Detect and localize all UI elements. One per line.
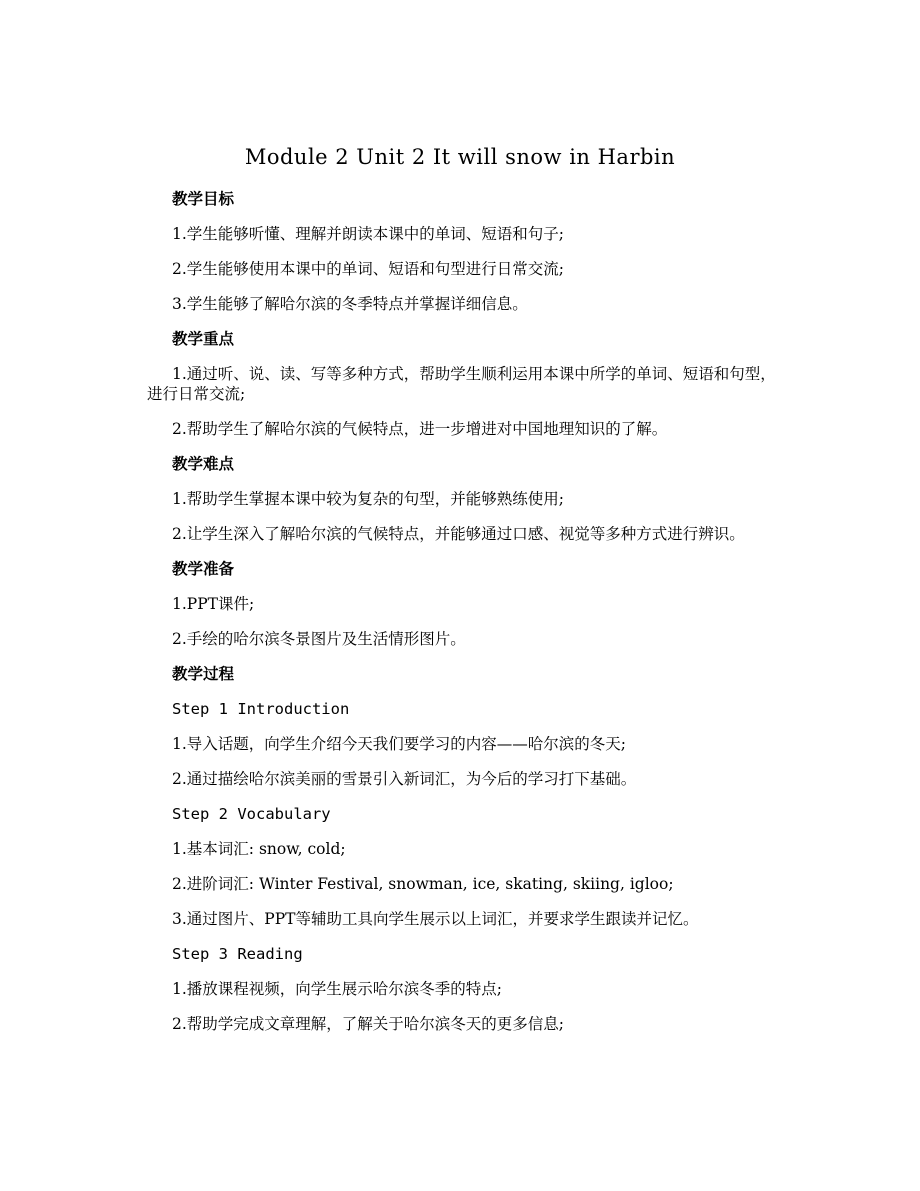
page-title: Module 2 Unit 2 It will snow in Harbin	[244, 145, 676, 169]
objective-item: 3.学生能够了解哈尔滨的冬季特点并掌握详细信息。	[172, 295, 528, 313]
step-item: 1.基本词汇: snow, cold;	[172, 840, 346, 858]
step-label: Step 1 Introduction	[172, 700, 350, 718]
section-heading-objectives: 教学目标	[172, 189, 235, 208]
step-item: 2.通过描绘哈尔滨美丽的雪景引入新词汇，为今后的学习打下基础。	[172, 770, 637, 788]
preparation-item: 2.手绘的哈尔滨冬景图片及生活情形图片。	[172, 630, 466, 648]
section-heading-preparation: 教学准备	[172, 559, 235, 578]
objective-item: 2.学生能够使用本课中的单词、短语和句型进行日常交流;	[172, 260, 565, 278]
step-label: Step 2 Vocabulary	[172, 805, 331, 823]
section-heading-process: 教学过程	[172, 664, 235, 683]
document-body	[147, 189, 788, 1049]
step-item: 1.播放课程视频，向学生展示哈尔滨冬季的特点;	[172, 980, 503, 998]
difficulty-item: 1.帮助学生掌握本课中较为复杂的句型，并能够熟练使用;	[172, 490, 565, 508]
objective-item: 1.学生能够听懂、理解并朗读本课中的单词、短语和句子;	[172, 225, 565, 243]
key-point-item: 1.通过听、说、读、写等多种方式，帮助学生顺利运用本课中所学的单词、短语和句型，进行日常交流;	[147, 365, 776, 403]
step-item: 3.通过图片、PPT等辅助工具向学生展示以上词汇，并要求学生跟读并记忆。	[172, 910, 699, 928]
preparation-item: 1.PPT课件;	[172, 595, 255, 613]
step-item: 2.进阶词汇: Winter Festival, snowman, ice, skating, skiing, igloo;	[172, 875, 674, 893]
section-heading-difficulties: 教学难点	[172, 454, 235, 473]
section-heading-key-points: 教学重点	[172, 329, 235, 348]
key-point-item: 2.帮助学生了解哈尔滨的气候特点，进一步增进对中国地理知识的了解。	[172, 420, 668, 438]
step-label: Step 3 Reading	[172, 945, 303, 963]
step-item: 1.导入话题，向学生介绍今天我们要学习的内容——哈尔滨的冬天;	[172, 735, 627, 753]
difficulty-item: 2.让学生深入了解哈尔滨的气候特点，并能够通过口感、视觉等多种方式进行辨识。	[172, 525, 745, 543]
step-item: 2.帮助学完成文章理解，了解关于哈尔滨冬天的更多信息;	[172, 1015, 565, 1033]
